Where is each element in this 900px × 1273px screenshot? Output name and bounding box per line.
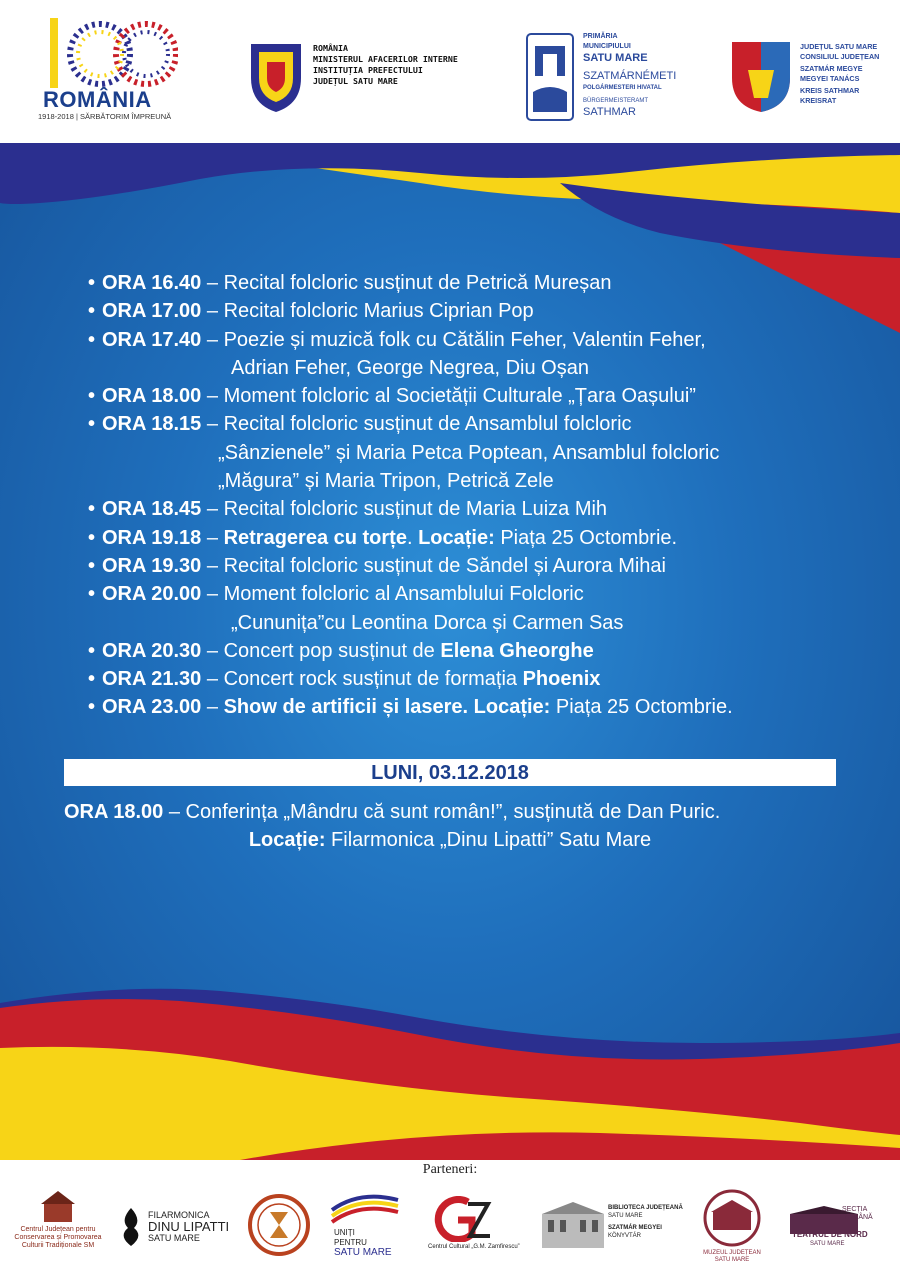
separator: – xyxy=(201,385,224,408)
header xyxy=(0,0,900,143)
separator: – xyxy=(201,554,224,577)
text: „Cununița”cu Leontina Dorca și Carmen Sas xyxy=(231,611,624,634)
monday-event xyxy=(64,798,836,854)
bullet-icon: • xyxy=(88,696,96,719)
separator: – xyxy=(201,696,224,719)
schedule-description xyxy=(224,495,608,523)
county-l5: KREIS SATHMAR xyxy=(800,86,860,95)
municipality-l5: POLGÁRMESTERI HIVATAL xyxy=(583,85,662,91)
bold-text: ORA 18.00 xyxy=(64,801,164,823)
centenary-country: ROMÂNIA xyxy=(43,87,152,112)
partner-line: KÖNYVTÁR xyxy=(608,1233,642,1239)
schedule-item xyxy=(88,665,868,693)
schedule-time: ORA 19.30 xyxy=(102,554,202,577)
separator: – xyxy=(201,526,224,549)
schedule-time: ORA 20.30 xyxy=(102,639,202,662)
schedule-item xyxy=(88,552,868,580)
bullet-icon: • xyxy=(88,668,96,691)
schedule-time: ORA 20.00 xyxy=(102,583,202,606)
bold-text: Locație: xyxy=(248,829,326,851)
text: Recital folcloric susținut de Petrică Mureșan xyxy=(223,272,612,294)
schedule-item xyxy=(88,580,868,608)
violin-icon xyxy=(116,1206,146,1248)
county-text xyxy=(800,42,879,105)
bullet-icon: • xyxy=(88,328,96,351)
schedule-time: ORA 18.45 xyxy=(102,498,202,521)
romania-coat-of-arms-icon xyxy=(245,38,307,114)
partner-line: SATU MARE xyxy=(714,1257,750,1263)
partner-line: MUZEUL JUDEȚEAN xyxy=(703,1250,761,1256)
schedule-time: ORA 17.40 xyxy=(102,328,202,351)
schedule-item xyxy=(88,637,868,665)
separator: – xyxy=(201,328,224,351)
bold-text: Phoenix xyxy=(522,668,601,691)
bullet-icon: • xyxy=(88,583,96,606)
centenary-tagline: 1918-2018 | SĂRBĂTORIM ÎMPREUNĂ xyxy=(38,112,172,121)
schedule-description xyxy=(224,269,612,297)
schedule-description xyxy=(224,665,601,693)
municipality-l6: BÜRGERMEISTERAMT xyxy=(583,98,649,104)
separator: – xyxy=(201,639,224,662)
schedule-description xyxy=(224,693,733,721)
text: Concert pop susținut de xyxy=(223,639,441,662)
text: Poezie și muzică folk cu Cătălin Feher, Valentin Feher, xyxy=(223,328,706,351)
partners-title: Parteneri: xyxy=(422,1162,478,1177)
schedule-time: ORA 23.00 xyxy=(102,696,202,719)
schedule-description xyxy=(224,580,584,608)
separator: – xyxy=(201,668,224,691)
prefecture-logo xyxy=(245,38,495,118)
schedule-item xyxy=(88,495,868,523)
separator: – xyxy=(201,413,224,436)
bullet-icon: • xyxy=(88,498,96,521)
partner-logo-museum xyxy=(692,1188,772,1264)
schedule-description xyxy=(224,382,696,410)
partner-logo-united xyxy=(330,1190,410,1258)
county-coat-of-arms-icon xyxy=(730,40,792,114)
monday-event-line xyxy=(64,798,836,826)
centenary-logo xyxy=(38,14,178,124)
bullet-icon: • xyxy=(88,272,96,294)
county-l2: CONSILIUL JUDEȚEAN xyxy=(800,51,880,61)
county-l3: SZATMÁR MEGYE xyxy=(800,64,863,73)
municipality-l7: SATHMAR xyxy=(583,106,636,118)
library-building-icon xyxy=(540,1200,606,1250)
partner-logo-cultural-center xyxy=(428,1196,518,1252)
partner-line: SZATMÁR MEGYEI xyxy=(608,1225,662,1231)
monday-event-location xyxy=(64,826,836,854)
gz-monogram-icon xyxy=(428,1196,492,1242)
text: Filarmonica „Dinu Lipatti” Satu Mare xyxy=(325,829,652,851)
bullet-icon: • xyxy=(88,554,96,577)
partner-line: DINU LIPATTI xyxy=(148,1219,230,1234)
schedule-item xyxy=(88,693,868,721)
text: Recital folcloric susținut de Ansamblul folcloric xyxy=(223,413,632,436)
partner-logo-seal xyxy=(248,1190,312,1262)
inner-ring xyxy=(78,32,122,76)
schedule-description-continued xyxy=(88,354,868,382)
bold-text: Elena Gheorghe xyxy=(440,639,594,662)
partner-line: BIBLIOTECA JUDEȚEANĂ xyxy=(608,1205,683,1211)
schedule-item xyxy=(88,382,868,410)
bullet-icon: • xyxy=(88,385,96,408)
schedule-time: ORA 21.30 xyxy=(102,668,202,691)
hourglass-seal-icon xyxy=(248,1190,310,1260)
schedule-description xyxy=(224,637,594,665)
schedule-list xyxy=(88,269,868,722)
text: Concert rock susținut de formația xyxy=(223,668,523,691)
county-l6: KREISRAT xyxy=(800,95,837,105)
text: Moment folcloric al Societății Culturale „Țara Oașului” xyxy=(223,385,696,408)
text: „Sânzienele” și Maria Petca Poptean, Ansamblul folcloric xyxy=(218,441,720,464)
county-l1: JUDEȚUL SATU MARE xyxy=(800,42,878,51)
schedule-description xyxy=(224,410,632,438)
schedule-item xyxy=(88,524,868,552)
text: Adrian Feher, George Negrea, Diu Oșan xyxy=(231,356,589,379)
centenary-dots-mark xyxy=(38,14,178,94)
partner-line: SATU MARE xyxy=(608,1213,643,1219)
separator: – xyxy=(201,583,224,606)
municipality-l1: PRIMĂRIA xyxy=(583,33,618,40)
text: Recital folcloric susținut de Maria Luiza Mih xyxy=(223,498,608,521)
satu-mare-crest-icon xyxy=(525,32,575,122)
schedule-item xyxy=(88,410,868,438)
text: Recital folcloric Marius Ciprian Pop xyxy=(223,300,534,323)
schedule-item xyxy=(88,326,868,354)
partner-line: TEATRUL DE NORD xyxy=(792,1230,868,1239)
text: . xyxy=(406,526,419,549)
prefecture-line: ROMÂNIA xyxy=(313,43,348,53)
partner-line: PENTRU xyxy=(334,1238,367,1247)
prefecture-line: INSTITUȚIA PREFECTULUI xyxy=(313,65,423,75)
schedule-description xyxy=(224,552,666,580)
text: Recital folcloric susținut de Săndel și Aurora Mihai xyxy=(223,554,666,577)
partner-line: ROMÂNĂ xyxy=(842,1214,873,1221)
museum-emblem-icon xyxy=(695,1188,769,1248)
ribbon-swoosh-icon xyxy=(330,1190,400,1230)
partner-line: SATU MARE xyxy=(810,1241,845,1247)
partner-line: SECȚIA xyxy=(842,1206,868,1213)
county-logo xyxy=(730,40,890,120)
municipality-l2: MUNICIPIULUI xyxy=(583,43,631,50)
house-icon xyxy=(38,1188,78,1224)
bullet-icon: • xyxy=(88,413,96,436)
text: „Măgura” și Maria Tripon, Petrică Zele xyxy=(218,470,554,493)
schedule-description-continued xyxy=(88,609,868,637)
schedule-item xyxy=(88,269,868,297)
municipality-l4: SZATMÁRNÉMETI xyxy=(583,70,677,82)
schedule-description-continued xyxy=(88,439,868,467)
text: Moment folcloric al Ansamblului Folcloric xyxy=(223,583,584,606)
poster-body xyxy=(0,143,900,1160)
bullet-icon: • xyxy=(88,639,96,662)
schedule-time: ORA 17.00 xyxy=(102,300,202,323)
bold-text: Locație: xyxy=(418,526,495,549)
schedule-description xyxy=(224,297,534,325)
text: Piața 25 Octombrie. xyxy=(550,696,733,719)
prefecture-line: MINISTERUL AFACERILOR INTERNE xyxy=(313,54,458,64)
schedule-description xyxy=(224,326,706,354)
schedule-time: ORA 18.00 xyxy=(102,385,202,408)
partner-line: FILARMONICA xyxy=(148,1210,210,1220)
bullet-icon: • xyxy=(88,300,96,323)
separator: – xyxy=(201,498,224,521)
prefecture-text xyxy=(313,43,458,87)
separator: – xyxy=(201,272,224,294)
partner-line: UNIȚI xyxy=(334,1228,355,1237)
county-l4: MEGYEI TANÁCS xyxy=(800,73,860,83)
partner-name: Centrul Cultural „G.M. Zamfirescu” xyxy=(428,1244,520,1250)
municipality-l3: SATU MARE xyxy=(583,52,648,64)
text: – Conferința „Mândru că sunt român!”, susținută de Dan Puric. xyxy=(163,801,721,823)
schedule-time: ORA 16.40 xyxy=(102,272,202,294)
numeral-one xyxy=(50,18,58,88)
partner-line: SATU MARE xyxy=(148,1233,200,1243)
text: Piața 25 Octombrie. xyxy=(494,526,678,549)
schedule-item xyxy=(88,297,868,325)
bold-text: Retragerea cu torțe xyxy=(223,526,407,549)
schedule-time: ORA 18.15 xyxy=(102,413,202,436)
bold-text: Show de artificii și lasere. Locație: xyxy=(223,696,551,719)
bullet-icon: • xyxy=(88,526,96,549)
partner-name: Centrul Județean pentru Conservarea și Promovarea Culturii Tradiționale SM xyxy=(14,1226,102,1249)
prefecture-line: JUDEȚUL SATU MARE xyxy=(313,76,398,86)
separator: – xyxy=(201,300,224,323)
partner-logo-conservation-center xyxy=(12,1188,104,1250)
schedule-description xyxy=(224,524,678,552)
day-heading: LUNI, 03.12.2018 xyxy=(64,759,836,786)
schedule-time: ORA 19.18 xyxy=(102,526,202,549)
municipality-logo xyxy=(525,32,685,128)
partner-line: SATU MARE xyxy=(334,1247,392,1258)
schedule-description-continued xyxy=(88,467,868,495)
municipality-text xyxy=(583,32,676,119)
